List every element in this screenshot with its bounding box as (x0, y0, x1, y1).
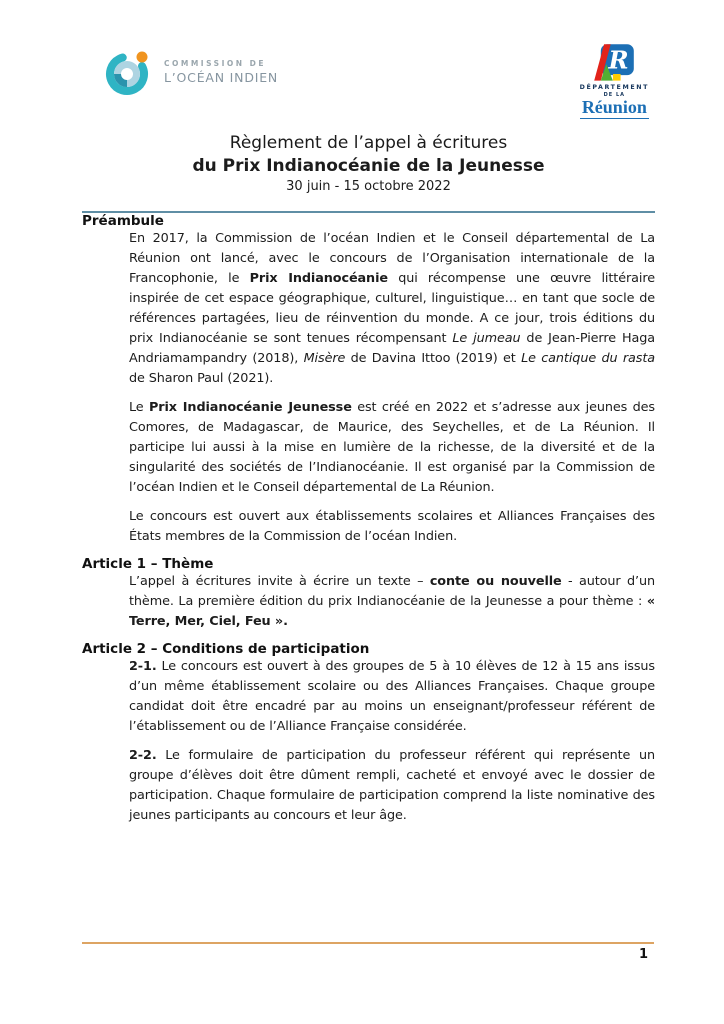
page-number: 1 (638, 947, 648, 962)
document-title-line2: du Prix Indianocéanie de la Jeunesse (192, 155, 545, 176)
article2-paragraph-2: 2-2. Le formulaire de participation du professeur référent qui représente un groupe d’élèves doit être dûment rempli, cacheté et envoyé avec le dossier de participation. Chaque formulaire de participation comprend la liste nominative des jeunes participants au concours et leur âge. (129, 748, 655, 824)
article2-paragraph-1: 2-1. Le concours est ouvert à des groupes de 5 à 10 élèves de 12 à 15 ans issus d’un même établissement scolaire ou des Alliances Françaises. Chaque groupe candidat doit être encadré par au moins un enseignant/professeur référent de l’établissement ou de l’Alliance Française considérée. (129, 659, 655, 735)
article1-heading: Article 1 – Thème (82, 556, 214, 573)
page-footer (82, 942, 654, 962)
preambule-heading: Préambule (82, 213, 164, 230)
reunion-dela-label: DE LA (603, 92, 626, 98)
document-date-range: 30 juin - 15 octobre 2022 (286, 178, 451, 194)
coi-logo-line2: L’OCÉAN INDIEN (164, 69, 279, 85)
document-title-line1: Règlement de l’appel à écritures (229, 133, 508, 153)
preambule-paragraph-1: En 2017, la Commission de l’océan Indien et le Conseil départemental de La Réunion ont lancé, avec le concours de l’Organisation internationale de la Francophonie, le Prix Indianocéanie qui récompense une œuvre littéraire inspirée de cet espace géographique, culturel, linguistique… en tant que socle de références partagées, lieu de réinvention du monde. A ce jour, trois éditions du prix Indianocéanie se sont tenues récompensant Le jumeau de Jean-Pierre Haga Andriamampandry (2018), Misère de Davina Ittoo (2019) et Le cantique du rasta de Sharon Paul (2021). (129, 231, 655, 387)
article1-paragraph-1: L’appel à écritures invite à écrire un texte – conte ou nouvelle - autour d’un thème. La première édition du prix Indianocéanie de la Jeunesse a pour thème : « Terre, Mer, Ciel, Feu ». (129, 574, 655, 630)
coi-logo-text (164, 59, 278, 86)
preambule-paragraph-3: Le concours est ouvert aux établissements scolaires et Alliances Françaises des États membres de la Commission de l’océan Indien. (129, 509, 655, 545)
preambule-paragraph-2: Le Prix Indianocéanie Jeunesse est créé en 2022 et s’adresse aux jeunes des Comores, de Madagascar, de Maurice, des Seychelles, et de La Réunion. Il participe lui aussi à la mise en lumière de la richesse, de la diversité et de la singularité des sociétés de l’Indianocéanie. Il est organisé par la Commission de l’océan Indien et le Conseil départemental de La Réunion. (129, 400, 655, 496)
header-logo-row (82, 45, 655, 117)
reunion-r-icon (592, 44, 636, 82)
footer-divider (82, 942, 654, 944)
coi-logo (102, 46, 278, 98)
article2-heading: Article 2 – Conditions de participation (82, 641, 370, 658)
coi-logo-line1: COMMISSION DE (164, 58, 266, 68)
svg-text:R: R (608, 45, 629, 75)
reunion-logo (580, 44, 649, 119)
document-title-block (82, 132, 655, 196)
coi-spiral-icon (102, 46, 154, 98)
reunion-name-label: Réunion (581, 97, 647, 117)
reunion-dept-label: DÉPARTEMENT (579, 84, 649, 91)
